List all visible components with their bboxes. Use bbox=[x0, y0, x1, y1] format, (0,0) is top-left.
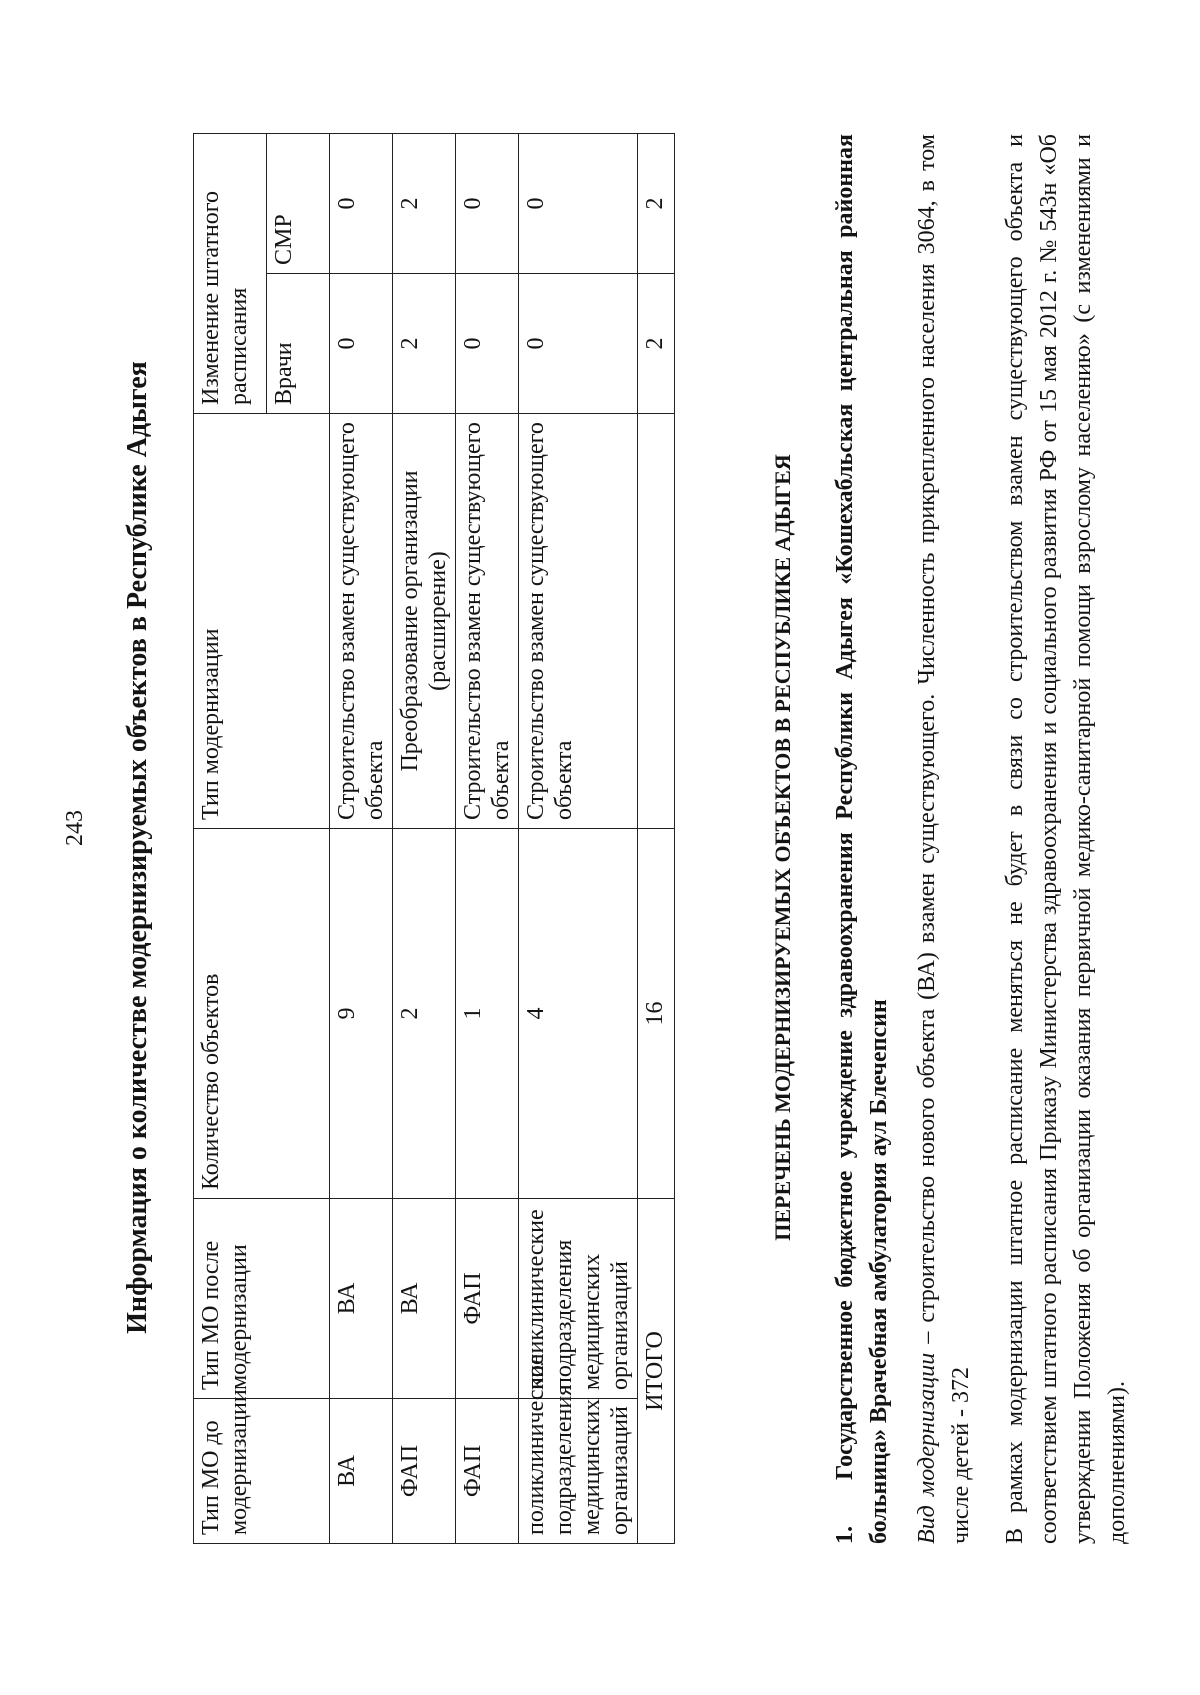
staffing-paragraph: В рамках модернизации штатное расписание меняться не будет в связи со строительством взамен существующего объекта и соответствием штатного расписания Приказу Министерства здравоохранения и социального развития РФ от 15 мая 2012 г. № 543н «Об утверждении Положения об организации оказания первичной медико-санитарной помощи взрослому населению» (с изменениями и дополнениями). bbox=[1002, 134, 1130, 1544]
total-doctors: 2 bbox=[638, 274, 675, 414]
header-count: Количество объектов bbox=[194, 829, 330, 1199]
cell-type-before: ФАП bbox=[456, 1399, 519, 1544]
cell-type-after: ФАП bbox=[456, 1199, 519, 1399]
cell-doctors: 0 bbox=[330, 274, 393, 414]
cell-type-after: ВА bbox=[330, 1199, 393, 1399]
cell-type-after: поликлинические подразделения медицинских организаций bbox=[519, 1199, 638, 1399]
cell-count: 2 bbox=[393, 829, 456, 1199]
cell-modernization-type: Строительство взамен существующего объекта bbox=[519, 414, 638, 829]
table-row bbox=[456, 134, 519, 1544]
header-modernization-type: Тип модернизации bbox=[194, 414, 330, 829]
total-smr: 2 bbox=[638, 134, 675, 274]
cell-doctors: 0 bbox=[519, 274, 638, 414]
total-label: ИТОГО bbox=[638, 1199, 675, 1544]
table-row bbox=[393, 134, 456, 1544]
page-number: 243 bbox=[62, 810, 88, 846]
cell-type-before: ФАП bbox=[393, 1399, 456, 1544]
table-row bbox=[330, 134, 393, 1544]
cell-modernization-type: Строительство взамен существующего объекта bbox=[456, 414, 519, 829]
cell-count: 9 bbox=[330, 829, 393, 1199]
cell-doctors: 2 bbox=[393, 274, 456, 414]
cell-count: 4 bbox=[519, 829, 638, 1199]
table-header-row bbox=[194, 134, 267, 1544]
header-doctors: Врачи bbox=[267, 274, 330, 414]
document-title: Информация о количестве модернизируемых объектов в Республике Адыгея bbox=[122, 361, 153, 1334]
header-type-before: Тип МО до модернизации bbox=[194, 1399, 330, 1544]
cell-modernization-type: Строительство взамен существующего объекта bbox=[330, 414, 393, 829]
cell-smr: 0 bbox=[519, 134, 638, 274]
cell-smr: 2 bbox=[393, 134, 456, 274]
modernization-type-text: – строительство нового объекта (ВА) взамен существующего. Численность прикрепленного населения 3064, в том числе детей - 372 bbox=[914, 134, 974, 1544]
header-staff-change: Изменение штатного расписания bbox=[194, 134, 267, 414]
modernization-table bbox=[193, 133, 675, 1544]
cell-type-before: поликлинические подразделения медицинских организаций bbox=[519, 1399, 638, 1544]
table-row bbox=[519, 134, 638, 1544]
header-type-after: Тип МО после модернизации bbox=[194, 1199, 330, 1399]
item-heading-text: Государственное бюджетное учреждение здравоохранения Республики Адыгея «Кошехабльская центральная районная больница» Врачебная амбулатория аул Блечепсин bbox=[832, 134, 892, 1544]
cell-modernization-type: Преобразование организации (расширение) bbox=[393, 414, 456, 829]
cell-count: 1 bbox=[456, 829, 519, 1199]
total-empty-cell bbox=[638, 414, 675, 829]
cell-type-before: ВА bbox=[330, 1399, 393, 1544]
cell-doctors: 0 bbox=[456, 274, 519, 414]
total-count: 16 bbox=[638, 829, 675, 1199]
item-heading bbox=[828, 134, 896, 1544]
table-total-row bbox=[638, 134, 675, 1544]
modernization-type-paragraph bbox=[910, 134, 978, 1544]
section-heading: ПЕРЕЧЕНЬ МОДЕРНИЗИРУЕМЫХ ОБЪЕКТОВ В РЕСПУБЛИКЕ АДЫГЕЯ bbox=[770, 454, 795, 1241]
cell-smr: 0 bbox=[330, 134, 393, 274]
modernization-type-label: Вид модернизации bbox=[914, 1352, 940, 1544]
cell-smr: 0 bbox=[456, 134, 519, 274]
header-smr: СМР bbox=[267, 134, 330, 274]
cell-type-after: ВА bbox=[393, 1199, 456, 1399]
item-number: 1. bbox=[832, 1526, 858, 1544]
